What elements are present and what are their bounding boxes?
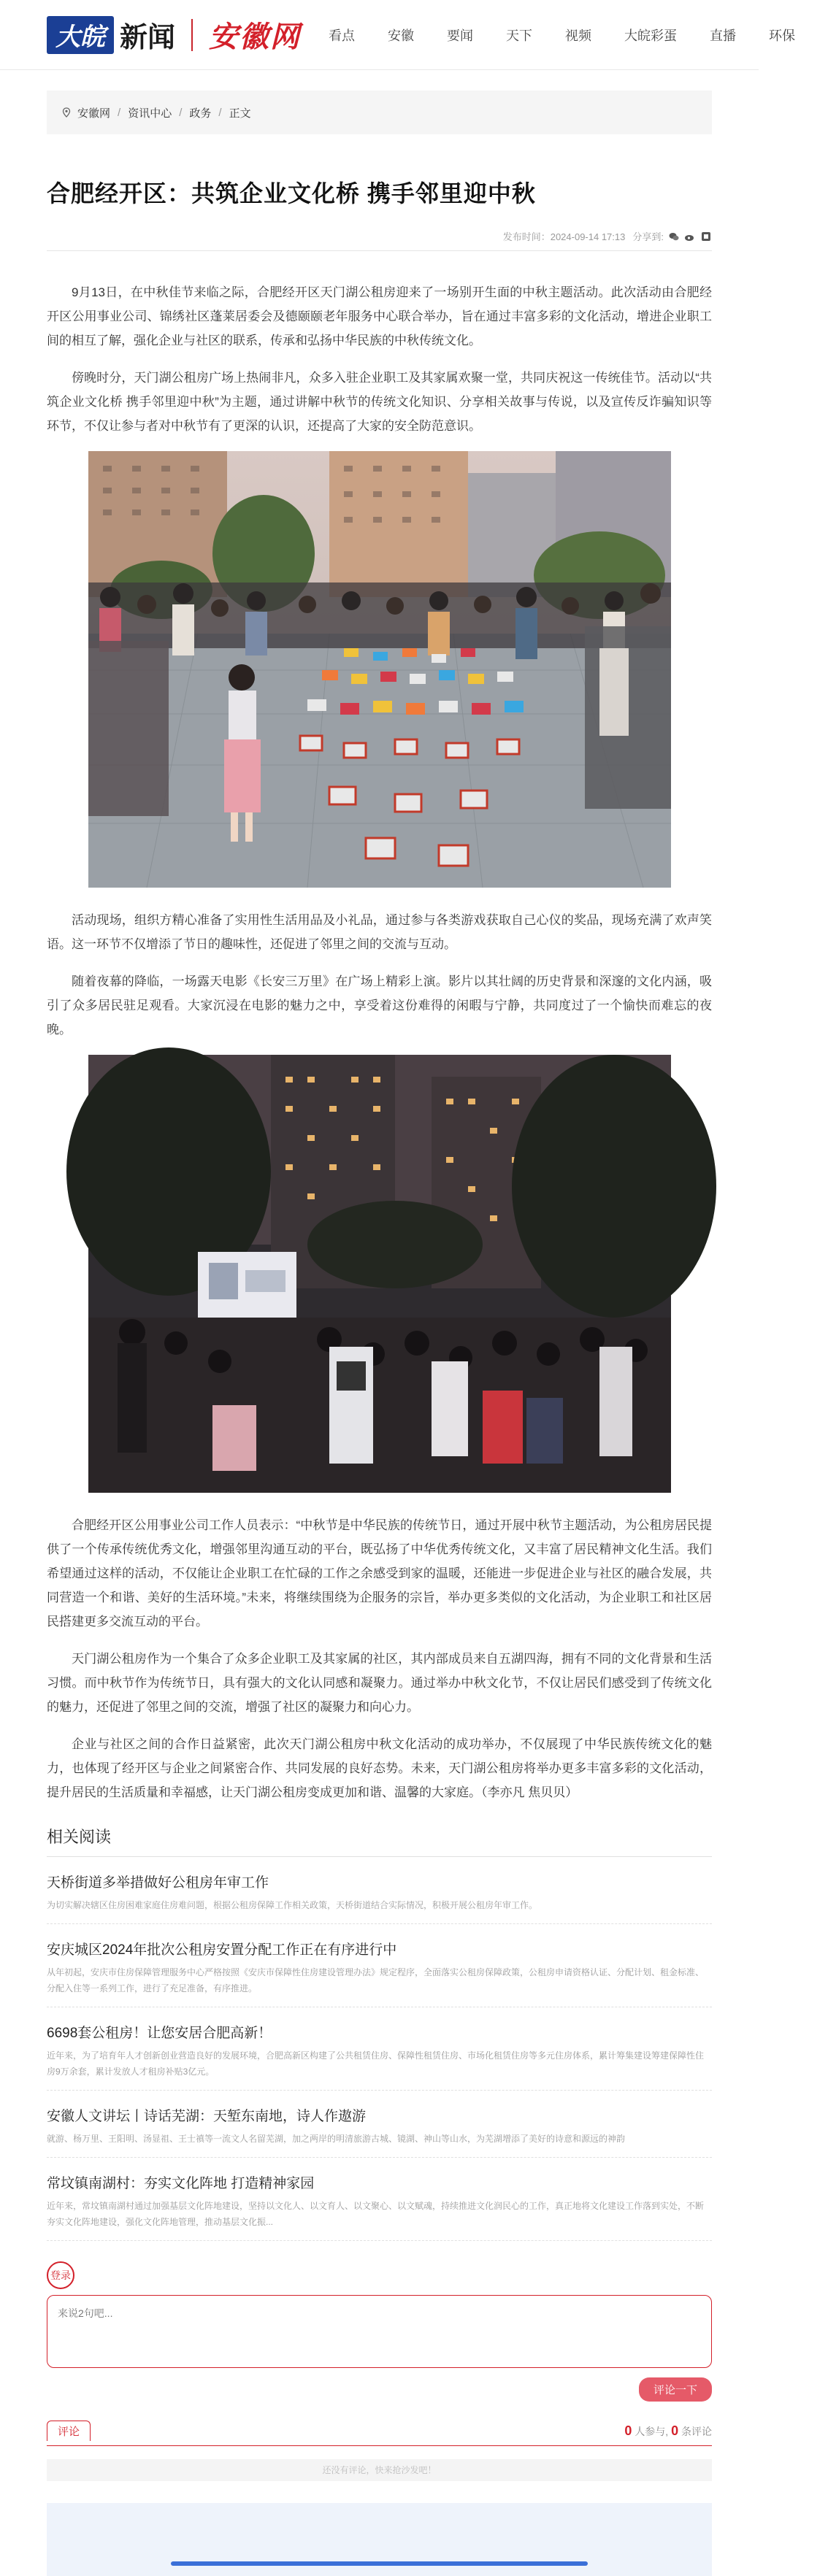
article-paragraph: 随着夜幕的降临，一场露天电影《长安三万里》在广场上精彩上演。影片以其壮阔的历史背景和深邃的文化内涵，吸引了众多居民驻足观看。大家沉浸在电影的魅力之中，享受着这份难得的闲暇与宁静，共同度过了一个愉快而难忘的夜晚。 (47, 974, 712, 1037)
footer-panel (47, 2503, 712, 2576)
related-item-summary: 从年初起，安庆市住房保障管理服务中心严格按照《安庆市保障性住房建设管理办法》规定程序，全面落实公租房保障政策，公租房申请资格认证、分配计划、租金标准、分配入住等一系列工作，进行了充足准备，有序推进。 (47, 1967, 705, 1993)
breadcrumb-separator: / (118, 106, 121, 119)
share-label: 分享到: (632, 231, 664, 242)
location-pin-icon (61, 107, 72, 118)
tab-comments[interactable]: 评论 (47, 2421, 91, 2441)
related-item[interactable] (47, 1924, 712, 2007)
related-item-summary: 就游、杨万里、王阳明、汤显祖、王士禛等一流文人名留芜湖，加之两岸的明清旅游古城、镜湖、神山等山水，为芜湖增添了美好的诗意和源远的神韵 (47, 2134, 626, 2144)
nav-item[interactable]: 天下 (506, 28, 532, 43)
breadcrumb-separator: / (179, 106, 183, 119)
main-nav (329, 0, 828, 70)
related-item[interactable] (47, 2091, 712, 2158)
participants-label: 人参与, (635, 2425, 669, 2437)
breadcrumb-current: 正文 (229, 107, 251, 120)
comment-input[interactable] (47, 2295, 712, 2368)
nav-item[interactable]: 视频 (565, 28, 591, 43)
related-item-summary: 近年来，为了培育年人才创新创业营造良好的发展环境，合肥高新区构建了公共租赁住房、保障性租赁住房、市场化租赁住房等多元住房体系，累计筹集建设筹建保障性住房9万余套，累计发放人才租房补贴3亿元。 (47, 2050, 705, 2077)
participants-count: 0 (624, 2423, 632, 2438)
related-heading: 相关阅读 (47, 1825, 712, 1857)
related-item-title[interactable]: 安庆城区2024年批次公租房安置分配工作正在有序进行中 (47, 1942, 397, 1958)
article-body (47, 280, 712, 1804)
breadcrumb (47, 91, 712, 134)
article-paragraph: 合肥经开区公用事业公司工作人员表示：“中秋节是中华民族的传统节日，通过开展中秋节主题活动，为公租房居民提供了一个传承传统优秀文化，增强邻里沟通互动的平台，既弘扬了中华优秀传统文化，又丰富了居民精神文化生活。我们希望通过这样的活动，不仅能让企业职工在忙碌的工作之余感受到家的温暖，还能进一步促进企业与社区的融合发展，共同营造一个和谐、美好的生活环境。”未来，将继续围绕为企服务的宗旨，举办更多类似的文化活动，为企业职工和社区居民搭建更多交流互动的平台。 (47, 1518, 712, 1629)
article-paragraph: 9月13日，在中秋佳节来临之际，合肥经开区天门湖公租房迎来了一场别开生面的中秋主题活动。此次活动由合肥经开区公用事业公司、锦绣社区蓬莱居委会及德颐颐老年服务中心联合举办，旨在通过丰富多彩的文化活动，增进企业职工间的相互了解，强化企业与社区的联系，传承和弘扬中华民族的中秋传统文化。 (47, 285, 712, 347)
breadcrumb-item[interactable]: 资讯中心 (128, 107, 172, 120)
comment-submit-button[interactable]: 评论一下 (639, 2377, 712, 2402)
related-item[interactable] (47, 2007, 712, 2091)
related-item-title[interactable]: 常坟镇南湖村：夯实文化阵地 打造精神家园 (47, 2176, 315, 2191)
nav-item[interactable]: 安徽 (388, 28, 414, 43)
site-header (0, 0, 795, 70)
related-item-summary: 近年来，常坟镇南湖村通过加强基层文化阵地建设，坚持以文化人、以文育人、以文聚心、以文赋魂，持续推进文化润民心的工作，真正地将文化建设工作落到实处，不断夯实文化阵地建设，强化文化阵地管理，推动基层文化振... (47, 2201, 705, 2227)
article-paragraph: 企业与社区之间的合作日益紧密，此次天门湖公租房中秋文化活动的成功举办，不仅展现了中华民族传统文化的魅力，也体现了经开区与企业之间紧密合作、共同发展的良好态势。未来，天门湖公租房将举办更多丰富多彩的文化活动，提升居民的生活质量和幸福感，让天门湖公租房变成更加和谐、温馨的大家庭。（李亦凡 焦贝贝） (47, 1737, 712, 1799)
nav-item[interactable]: 直播 (710, 28, 736, 43)
breadcrumb-item[interactable]: 政务 (189, 107, 212, 120)
breadcrumb-home[interactable]: 安徽网 (77, 107, 111, 120)
publish-time: 发布时间：2024-09-14 17:13 (502, 231, 626, 242)
comment-submit-row (47, 2377, 712, 2402)
comment-counts (624, 2423, 712, 2439)
article-meta (47, 229, 712, 243)
title-divider (47, 250, 712, 251)
comments-count: 0 (671, 2423, 679, 2438)
comment-tab-row (47, 2421, 712, 2446)
event-photo-night-movie (88, 1055, 671, 1493)
comment-section (47, 2261, 712, 2576)
empty-comments-notice: 还没有评论，快来抢沙发吧！ (47, 2459, 712, 2481)
article-title: 合肥经开区：共筑企业文化桥 携手邻里迎中秋 (47, 180, 536, 207)
article (0, 175, 759, 1804)
related-item-title[interactable]: 安徽人文讲坛丨诗话芜湖：天堑东南地，诗人作遨游 (47, 2109, 367, 2124)
login-button[interactable]: 登录 (47, 2261, 74, 2289)
related-item[interactable] (47, 2158, 712, 2241)
related-item-summary: 为切实解决辖区住房困难家庭住房难问题，根据公租房保障工作相关政策，天桥街道结合实际情况，积极开展公租房年审工作。 (47, 1900, 538, 1910)
related-item-title[interactable]: 6698套公租房！让您安居合肥高新！ (47, 2026, 272, 2041)
related-reading (47, 1825, 712, 2241)
qzone-share-icon[interactable] (700, 231, 712, 242)
logo-divider (191, 19, 193, 51)
related-item[interactable] (47, 1857, 712, 1924)
wechat-share-icon[interactable] (668, 231, 680, 242)
related-item-title[interactable]: 天桥街道多举措做好公租房年审工作 (47, 1875, 269, 1891)
logo-dawan: 大皖 (47, 16, 114, 54)
breadcrumb-separator: / (218, 106, 222, 119)
footer-bar (171, 2561, 588, 2566)
weibo-share-icon[interactable] (684, 231, 696, 242)
site-logo[interactable] (47, 14, 301, 55)
nav-item[interactable]: 要闻 (447, 28, 473, 43)
nav-item[interactable]: 环保 (769, 28, 795, 43)
article-paragraph: 活动现场，组织方精心准备了实用性生活用品及小礼品，通过参与各类游戏获取自己心仪的奖品，现场充满了欢声笑语。这一环节不仅增添了节日的趣味性，还促进了邻里之间的交流与互动。 (47, 913, 712, 951)
comments-label: 条评论 (681, 2425, 712, 2437)
nav-item[interactable]: 大皖彩蛋 (624, 28, 677, 43)
nav-item[interactable]: 看点 (329, 28, 355, 43)
event-photo-daytime (88, 451, 671, 888)
article-paragraph: 天门湖公租房作为一个集合了众多企业职工及其家属的社区，其内部成员来自五湖四海，拥有不同的文化背景和生活习惯。而中秋节作为传统节日，具有强大的文化认同感和凝聚力。通过举办中秋文化节，不仅让居民们感受到了传统文化的魅力，还促进了邻里之间的交流，增强了社区的凝聚力和向心力。 (47, 1652, 712, 1714)
article-paragraph: 傍晚时分，天门湖公租房广场上热闹非凡，众多入驻企业职工及其家属欢聚一堂，共同庆祝这一传统佳节。活动以“共筑企业文化桥 携手邻里迎中秋”为主题，通过讲解中秋节的传统文化知识、分享相关故事与传说，以及宣传反诈骗知识等环节，不仅让参与者对中秋节有了更深的认识，还提高了大家的安全防范意识。 (47, 371, 712, 433)
logo-anhui: 安徽网 (209, 20, 302, 54)
logo-news: 新闻 (120, 20, 176, 53)
